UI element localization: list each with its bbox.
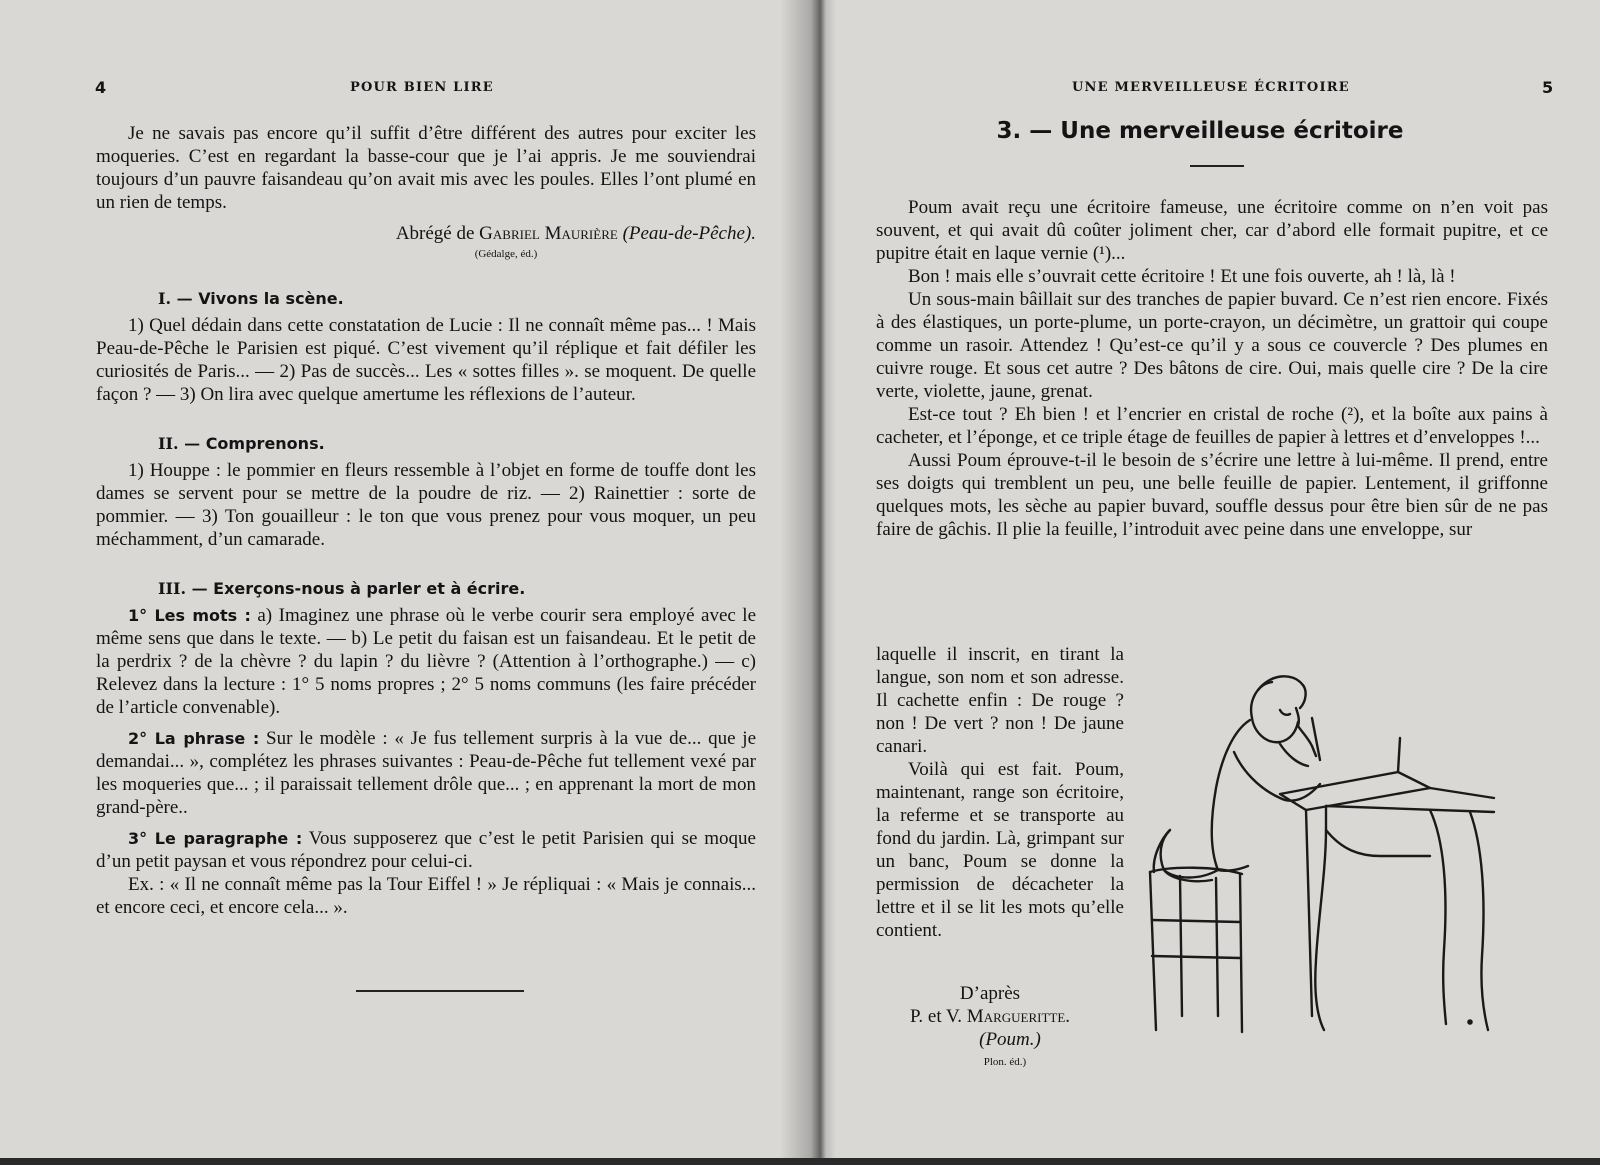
section-text-2: 1) Houppe : le pommier en fleurs ressemble à l’objet en forme de touffe dont les dames se servent pour se mettre de la poudre de riz. — 2) Rainettier : sorte de pommier. — 3) Ton gouailleur : le ton que vous prenez pour vous moquer, un peu méchamment, d’un camarade. <box>96 460 756 550</box>
scan-bottom-edge <box>0 1158 1600 1165</box>
title-rule <box>1190 165 1244 167</box>
right-text-block <box>876 196 1548 541</box>
left-text-block <box>96 122 756 919</box>
exercise-paragraphe <box>96 827 756 873</box>
signature <box>840 982 1140 1069</box>
credit-work: (Peau-de-Pêche). <box>622 223 756 244</box>
story-paragraph-3: Un sous-main bâillait sur des tranches de papier buvard. Ce n’est rien encore. Fixés à des élastiques, un porte-plume, un porte-crayon, un décimètre, un grattoir qui coupe comme un rasoir. Attendez ! Qu’est-ce qu’il y a sous ce couvercle ? Des plumes en cuivre rouge. Et sous cet autre ? Des bâtons de cire. Oui, mais quelle cire ? De la cire verte, violette, jaune, grenat. <box>876 289 1548 402</box>
section-text-1: 1) Quel dédain dans cette constatation de Lucie : Il ne connaît même pas... ! Mais Peau-de-Pêche le Parisien est piqué. C’est vivement qu’il réplique et fait défiler les curiosités de Paris... — 2) Pas de succès... Les « sottes filles ». se moquent. De quelle façon ? — 3) On lira avec quelque amertume les réflexions de l’auteur. <box>96 315 756 405</box>
exercise-phrase <box>96 727 756 819</box>
section-heading-2 <box>158 432 756 455</box>
right-narrow-block <box>876 643 1124 942</box>
section-title-2: Comprenons. <box>205 434 325 453</box>
intro-paragraph: Je ne savais pas encore qu’il suffit d’être différent des autres pour exciter les moqueries. C’est en regardant la basse-cour que je l’ai appris. Je me souviendrai toujours d’un pauvre faisandeau qu’on avait mis avec les poules. Elles l’ont plumé en un rien de temps. <box>96 123 756 213</box>
section-title-1: Vivons la scène. <box>198 289 344 308</box>
chapter-title: 3. — Une merveilleuse écritoire <box>996 118 1404 144</box>
end-rule <box>356 990 524 992</box>
exercise-phrase-text: Sur le modèle : « Je fus tellement surpris à la vue de... que je demandai... », complétez les phrases suivantes : Peau-de-Pêche fut tellement vexé par les moqueries que... ; il paraissait tellement drôle que... ; en apprenant la mort de mon grand-père.. <box>96 728 757 818</box>
section-heading-1 <box>158 287 756 310</box>
credit-author: Gabriel Maurière <box>479 223 618 244</box>
signature-authors <box>840 1005 1140 1028</box>
signature-publisher: Plon. éd.) <box>983 1056 1027 1068</box>
story-paragraph-5: Aussi Poum éprouve-t-il le besoin de s’écrire une lettre à lui-même. Il prend, entre ses doigts qui tremblent un peu, une belle feuille de papier. Lentement, il griffonne quelques mots, les sèche au papier buvard, souffle dessus pour être bien sûr de ne pas faire de gâchis. Il plie la feuille, l’introduit avec peine dans une enveloppe, sur <box>876 450 1548 540</box>
exercise-mots-text: a) Imaginez une phrase où le verbe courir sera employé avec le même sens que dans le texte. — b) Le petit du faisan est un faisandeau. Et le petit de la perdrix ? de la chèvre ? du lapin ? du lièvre ? (Attention à l’orthographe.) — c) Relevez dans la lecture : 1° 5 noms propres ; 2° 5 noms communs (les faire précéder de l’article convenable). <box>96 605 757 718</box>
running-head: POUR BIEN LIRE <box>350 80 494 95</box>
exercise-mots-label: 1° Les mots : <box>128 606 251 625</box>
section-title-3: Exerçons-nous à parler et à écrire. <box>213 579 526 598</box>
signature-authors-prefix: P. et V. <box>909 1006 963 1027</box>
credit-line <box>96 222 756 245</box>
credit-publisher: (Gédalge, éd.) <box>474 248 538 260</box>
story-paragraph-2: Bon ! mais elle s’ouvrait cette écritoire ! Et une fois ouverte, ah ! là, là ! <box>908 266 1456 287</box>
story-paragraph-7: Voilà qui est fait. Poum, maintenant, range son écritoire, la referme et se transporte au fond du jardin. Là, grimpant sur un banc, Poum se donne la permission de décacheter la lettre et il se lit les mots qu’elle contient. <box>876 759 1124 941</box>
signature-authors-name: Margueritte. <box>966 1006 1071 1027</box>
child-writing-illustration <box>1130 660 1530 1060</box>
page-number-right: 5 <box>1542 78 1554 97</box>
exercise-example: Ex. : « Il ne connaît même pas la Tour Eiffel ! » Je répliquai : « Mais je connais... et encore ceci, et encore cela... ». <box>96 874 756 918</box>
running-head-right: UNE MERVEILLEUSE ÉCRITOIRE <box>1072 80 1350 95</box>
signature-prefix: D’après <box>959 983 1021 1004</box>
signature-work-title: (Poum.) <box>979 1029 1041 1050</box>
signature-work <box>840 1028 1140 1051</box>
story-paragraph-1: Poum avait reçu une écritoire fameuse, une écritoire comme on n’en voit pas souvent, et qui avait dû coûter joliment cher, car d’abord elle formait pupitre, et ce pupitre était en laque vernie (¹)... <box>876 197 1548 264</box>
section-heading-3 <box>158 577 756 600</box>
exercise-paragraphe-text: Vous supposerez que c’est le petit Parisien qui se moque d’un petit paysan et vous répondrez pour celui-ci. <box>96 828 756 872</box>
exercise-mots <box>96 604 756 719</box>
section-number-3: III. — <box>158 579 208 598</box>
section-number-2: II. — <box>158 434 201 453</box>
exercise-paragraphe-label: 3° Le paragraphe : <box>128 829 303 848</box>
credit-prefix: Abrégé de <box>395 223 475 244</box>
exercise-phrase-label: 2° La phrase : <box>128 729 260 748</box>
section-number-1: I. — <box>158 289 193 308</box>
page-number: 4 <box>95 78 107 97</box>
story-paragraph-4: Est-ce tout ? Eh bien ! et l’encrier en cristal de roche (²), et la boîte aux pains à cacheter, et l’éponge, et ce triple étage de feuilles de papier à lettres et d’enveloppes !... <box>876 404 1548 448</box>
story-paragraph-6: laquelle il inscrit, en tirant la langue, son nom et son adresse. Il cachette enfin : De rouge ? non ! De vert ? non ! De jaune canari. <box>876 644 1124 757</box>
